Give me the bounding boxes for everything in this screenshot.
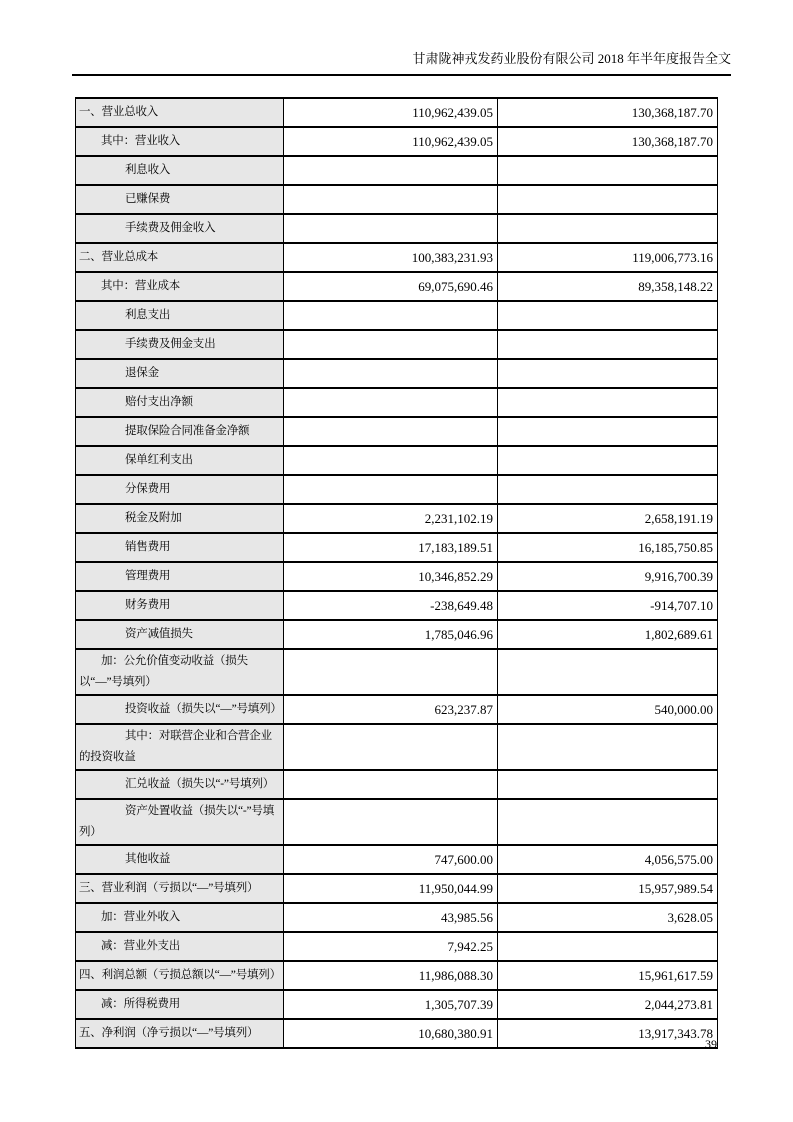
row-label: 减：营业外支出: [76, 932, 284, 961]
row-label: 其中：营业成本: [76, 272, 284, 301]
row-value-prior: 15,961,617.59: [498, 961, 718, 990]
row-value-current: 11,986,088.30: [284, 961, 498, 990]
row-value-current: [284, 301, 498, 330]
row-value-prior: [498, 770, 718, 799]
table-row: [76, 562, 718, 591]
row-label: 手续费及佣金支出: [76, 330, 284, 359]
row-value-current: [284, 724, 498, 770]
table-row: [76, 272, 718, 301]
row-value-prior: [498, 417, 718, 446]
row-label: 二、营业总成本: [76, 243, 284, 272]
table-row: [76, 770, 718, 799]
row-value-prior: 540,000.00: [498, 695, 718, 724]
row-value-current: [284, 185, 498, 214]
row-value-prior: [498, 799, 718, 845]
table-row: [76, 649, 718, 695]
table-row: [76, 620, 718, 649]
table-row: [76, 156, 718, 185]
table-row: [76, 359, 718, 388]
report-header-title: 甘肃陇神戎发药业股份有限公司 2018 年半年度报告全文: [412, 51, 731, 66]
table-row: [76, 903, 718, 932]
row-label: 退保金: [76, 359, 284, 388]
row-value-current: 69,075,690.46: [284, 272, 498, 301]
row-label: 税金及附加: [76, 504, 284, 533]
row-value-current: [284, 799, 498, 845]
row-label: 其他收益: [76, 845, 284, 874]
row-value-current: 43,985.56: [284, 903, 498, 932]
row-value-prior: [498, 932, 718, 961]
row-value-prior: [498, 649, 718, 695]
row-value-current: 110,962,439.05: [284, 98, 498, 127]
row-label: 四、利润总额（亏损总额以“—”号填列）: [76, 961, 284, 990]
row-label: 资产处置收益（损失以“-”号填列）: [76, 799, 284, 845]
row-value-current: 623,237.87: [284, 695, 498, 724]
income-statement-table: [75, 97, 718, 1049]
row-label: 一、营业总收入: [76, 98, 284, 127]
table-row: [76, 961, 718, 990]
row-label: 加：公允价值变动收益（损失以“—”号填列）: [76, 649, 284, 695]
row-value-current: 1,305,707.39: [284, 990, 498, 1019]
row-value-current: [284, 649, 498, 695]
row-label: 赔付支出净额: [76, 388, 284, 417]
table-row: [76, 127, 718, 156]
row-value-current: [284, 446, 498, 475]
row-value-current: 1,785,046.96: [284, 620, 498, 649]
table-row: [76, 417, 718, 446]
table-row: [76, 724, 718, 770]
row-value-current: 7,942.25: [284, 932, 498, 961]
row-value-prior: [498, 330, 718, 359]
table-row: [76, 243, 718, 272]
row-value-current: [284, 156, 498, 185]
row-value-prior: [498, 156, 718, 185]
row-value-current: 11,950,044.99: [284, 874, 498, 903]
row-value-current: [284, 417, 498, 446]
table-row: [76, 446, 718, 475]
row-label: 利息收入: [76, 156, 284, 185]
row-value-prior: [498, 301, 718, 330]
page-number: 39: [705, 1037, 717, 1051]
table-row: [76, 591, 718, 620]
table-row: [76, 185, 718, 214]
row-value-prior: 15,957,989.54: [498, 874, 718, 903]
row-value-current: 110,962,439.05: [284, 127, 498, 156]
row-value-prior: 2,044,273.81: [498, 990, 718, 1019]
row-value-current: 10,680,380.91: [284, 1019, 498, 1048]
row-label: 加：营业外收入: [76, 903, 284, 932]
table-row: [76, 799, 718, 845]
table-row: [76, 330, 718, 359]
row-value-current: 17,183,189.51: [284, 533, 498, 562]
row-value-prior: 9,916,700.39: [498, 562, 718, 591]
row-value-prior: 13,917,343.78: [498, 1019, 718, 1048]
row-label: 三、营业利润（亏损以“—”号填列）: [76, 874, 284, 903]
row-label: 财务费用: [76, 591, 284, 620]
row-value-prior: 1,802,689.61: [498, 620, 718, 649]
table-row: [76, 932, 718, 961]
row-label: 投资收益（损失以“—”号填列）: [76, 695, 284, 724]
row-value-prior: 2,658,191.19: [498, 504, 718, 533]
row-label: 保单红利支出: [76, 446, 284, 475]
table-row: [76, 475, 718, 504]
row-value-prior: 3,628.05: [498, 903, 718, 932]
row-label: 减：所得税费用: [76, 990, 284, 1019]
row-label: 其中：对联营企业和合营企业的投资收益: [76, 724, 284, 770]
table-row: [76, 388, 718, 417]
row-value-prior: [498, 388, 718, 417]
row-value-current: 10,346,852.29: [284, 562, 498, 591]
row-label: 提取保险合同准备金净额: [76, 417, 284, 446]
row-value-prior: 130,368,187.70: [498, 127, 718, 156]
row-label: 资产减值损失: [76, 620, 284, 649]
table-row: [76, 874, 718, 903]
row-value-current: 100,383,231.93: [284, 243, 498, 272]
row-value-prior: [498, 185, 718, 214]
table-row: [76, 845, 718, 874]
row-value-current: [284, 475, 498, 504]
row-label: 分保费用: [76, 475, 284, 504]
table-row: [76, 214, 718, 243]
row-value-current: [284, 214, 498, 243]
row-label: 手续费及佣金收入: [76, 214, 284, 243]
row-value-prior: [498, 446, 718, 475]
row-label: 管理费用: [76, 562, 284, 591]
row-value-prior: 130,368,187.70: [498, 98, 718, 127]
row-label: 利息支出: [76, 301, 284, 330]
row-value-prior: [498, 214, 718, 243]
row-value-prior: 4,056,575.00: [498, 845, 718, 874]
row-value-prior: 119,006,773.16: [498, 243, 718, 272]
row-value-prior: [498, 359, 718, 388]
row-value-prior: [498, 475, 718, 504]
row-value-current: -238,649.48: [284, 591, 498, 620]
row-label: 其中：营业收入: [76, 127, 284, 156]
table-row: [76, 504, 718, 533]
row-value-current: [284, 770, 498, 799]
report-header: [72, 50, 731, 76]
income-statement-body: [76, 98, 718, 1048]
table-row: [76, 695, 718, 724]
row-label: 五、净利润（净亏损以“—”号填列）: [76, 1019, 284, 1048]
row-value-current: [284, 388, 498, 417]
row-value-current: [284, 359, 498, 388]
row-value-prior: 16,185,750.85: [498, 533, 718, 562]
row-label: 销售费用: [76, 533, 284, 562]
row-value-prior: [498, 724, 718, 770]
table-row: [76, 98, 718, 127]
row-value-prior: -914,707.10: [498, 591, 718, 620]
table-row: [76, 990, 718, 1019]
table-row: [76, 301, 718, 330]
row-label: 汇兑收益（损失以“-”号填列）: [76, 770, 284, 799]
row-value-prior: 89,358,148.22: [498, 272, 718, 301]
row-value-current: 747,600.00: [284, 845, 498, 874]
row-label: 已赚保费: [76, 185, 284, 214]
row-value-current: 2,231,102.19: [284, 504, 498, 533]
row-value-current: [284, 330, 498, 359]
table-row: [76, 533, 718, 562]
